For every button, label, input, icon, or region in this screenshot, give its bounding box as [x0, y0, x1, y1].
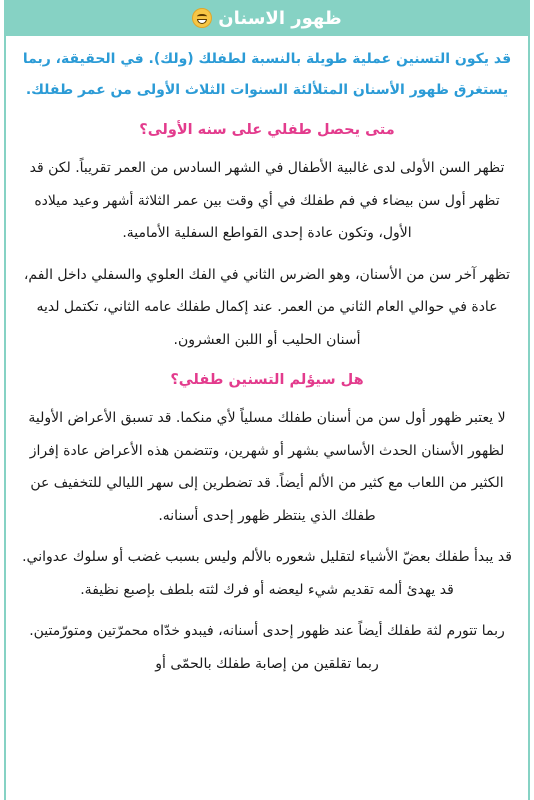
intro-paragraph: قد يكون التسنين عملية طويلة بالنسبة لطفلك (ولك). في الحقيقة، ربما يستغرق ظهور الأسنان المتلألئة السنوات الثلاث الأولى من عمر طفلك.: [22, 51, 512, 98]
page-header: [4, 0, 530, 36]
section-heading-teething-pain: هل سيؤلم التسنين طفلي؟: [170, 372, 364, 388]
paragraph-last-tooth: تظهر آخر سن من الأسنان، وهو الضرس الثاني في الفك العلوي والسفلي داخل الفم، عادة في حوالي العام الثاني من العمر. عند إكمال طفلك عامه الثاني، تكتمل لديه أسنان الحليب أو اللبن العشرون.: [23, 266, 511, 348]
paragraph-first-tooth-timing: تظهر السن الأولى لدى غالبية الأطفال في الشهر السادس من العمر تقريباً. لكن قد تظهر أول سن بيضاء في فم طفلك في أي وقت بين عمر الثلاثة أشهر وعيد ميلاده الأول، وتكون عادة إحدى القواطع السفلية الأمامية.: [29, 160, 505, 241]
section-heading-first-tooth: متى يحصل طفلي على سنه الأولى؟: [139, 122, 395, 138]
header-title: ظهور الاسنان: [218, 7, 342, 29]
paragraph-swollen-gums: ربما تتورم لثة طفلك أيضاً عند ظهور إحدى أسنانه، فيبدو خدّاه محمرّتين ومتورّمتين. ربما تقلقين من إصابة طفلك بالحمّى أو: [29, 623, 505, 672]
grinning-face-icon: [192, 8, 212, 28]
paragraph-biting: قد يبدأ طفلك بعضّ الأشياء لتقليل شعوره بالألم وليس بسبب غضب أو سلوك عدواني. قد يهدئ ألمه تقديم شيء ليعضه أو فرك لثته بلطف بإصبع نظيفة.: [22, 549, 512, 598]
paragraph-early-symptoms: لا يعتبر ظهور أول سن من أسنان طفلك مسلياً لأي منكما. قد تسبق الأعراض الأولية لظهور الأسنان الحدث الأساسي بشهر أو شهرين، وتتضمن هذه الأعراض عادة إفراز الكثير من اللعاب مع كثير من الألم أيضاً. قد تضطرين إلى سهر الليالي للتخفيف عن طفلك الذي ينتظر ظهور إحدى أسنانه.: [28, 410, 506, 524]
article-body: [4, 36, 530, 800]
